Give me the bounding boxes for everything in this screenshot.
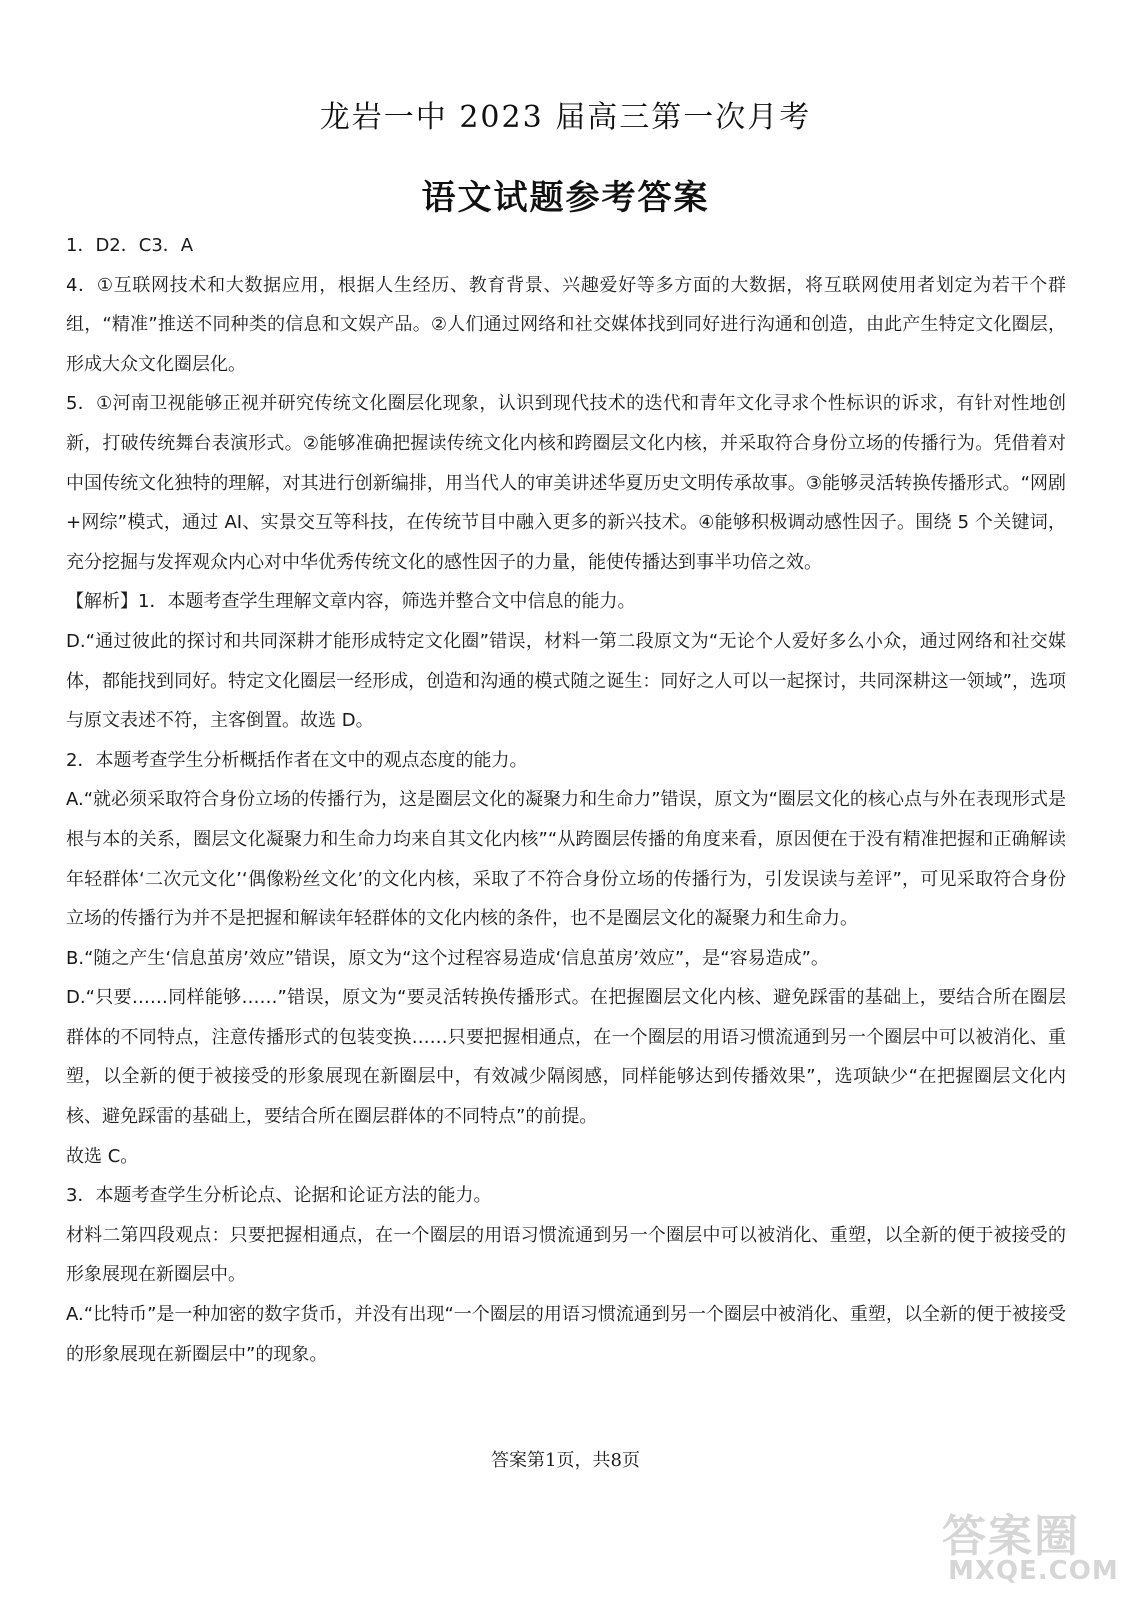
analysis-2-d: D.“只要……同样能够……”错误，原文为“要灵活转换传播形式。在把握圈层文化内核、避免踩雷的基础上，要结合所在圈层群体的不同特点，注意传播形式的包装变换……只要把握相通点，在一个圈层的用语习惯流通到另一个圈层中可以被消化、重塑，以全新的便于被接受的形象展现在新圈层中，有效减少隔阂感，同样能够达到传播效果”，选项缺少“在把握圈层文化内核、避免踩雷的基础上，要结合所在圈层群体的不同特点”的前提。 [66, 987, 1066, 1128]
answer-4: 4．①互联网技术和大数据应用，根据人生经历、教育背景、兴趣爱好等多方面的大数据，将互联网使用者划定为若干个群组，“精准”推送不同种类的信息和文娱产品。②人们通过网络和社交媒体找到同好进行沟通和创造，由此产生特定文化圈层，形成大众文化圈层化。 [66, 274, 1066, 375]
analysis-1-d: D.“通过彼此的探讨和共同深耕才能形成特定文化圈”错误，材料一第二段原文为“无论个人爱好多么小众，通过网络和社交媒体，都能找到同好。特定文化圈层一经形成，创造和沟通的模式随之诞生：同好之人可以一起探讨，共同深耕这一领域”，选项与原文表述不符，主客倒置。故选 D。 [66, 630, 1066, 732]
analysis-1-intro: 【解析】1．本题考查学生理解文章内容，筛选并整合文中信息的能力。 [66, 591, 636, 613]
answer-body [66, 226, 1066, 1374]
analysis-3-viewpoint: 材料二第四段观点：只要把握相通点，在一个圈层的用语习惯流通到另一个圈层中可以被消化、重塑，以全新的便于被接受的形象展现在新圈层中。 [66, 1224, 1066, 1286]
analysis-3-intro: 3．本题考查学生分析论点、论据和论证方法的能力。 [66, 1185, 492, 1207]
page-footer: 答案第1页，共8页 [491, 1450, 640, 1471]
page-title: 龙岩一中 2023 届高三第一次月考 [319, 100, 812, 135]
analysis-2-b: B.“随之产生‘信息茧房’效应”错误，原文为“这个过程容易造成‘信息茧房’效应”，是“容易造成”。 [66, 947, 829, 969]
page-subtitle: 语文试题参考答案 [421, 178, 710, 218]
answer-5: 5．①河南卫视能够正视并研究传统文化圈层化现象，认识到现代技术的迭代和青年文化寻求个性标识的诉求，有针对性地创新，打破传统舞台表演形式。②能够准确把握读传统文化内核和跨圈层文化内核，并采取符合身份立场的传播行为。凭借着对中国传统文化独特的理解，对其进行创新编排，用当代人的审美讲述华夏历史文明传承故事。③能够灵活转换传播形式。“网剧+网综”模式，通过 AI、实景交互等科技，在传统节目中融入更多的新兴技术。④能够积极调动感性因子。围绕 5 个关键词，充分挖掘与发挥观众内心对中华优秀传统文化的感性因子的力量，能使传播达到事半功倍之效。 [66, 393, 1066, 573]
watermark-top: 答案圈 [942, 1511, 1080, 1562]
analysis-2-intro: 2．本题考查学生分析概括作者在文中的观点态度的能力。 [66, 749, 528, 771]
answer-1-3: 1．D2．C3．A [66, 235, 194, 256]
watermark-logo [942, 1500, 1119, 1592]
analysis-2-answer: 故选 C。 [66, 1145, 139, 1167]
analysis-3-a: A.“比特币”是一种加密的数字货币，并没有出现“一个圈层的用语习惯流通到另一个圈层中被消化、重塑，以全新的便于被接受的形象展现在新圈层中”的现象。 [66, 1304, 1066, 1365]
analysis-2-a: A.“就必须采取符合身份立场的传播行为，这是圈层文化的凝聚力和生命力”错误，原文为“圈层文化的核心点与外在表现形式是根与本的关系，圈层文化凝聚力和生命力均来自其文化内核”“从跨圈层传播的角度来看，原因便在于没有精准把握和正确解读年轻群体‘二次元文化’‘偶像粉丝文化’的文化内核，采取了不符合身份立场的传播行为，引发误读与差评”，可见采取符合身份立场的传播行为并不是把握和解读年轻群体的文化内核的条件，也不是圈层文化的凝聚力和生命力。 [66, 789, 1066, 930]
watermark-bottom: MXQE.COM [948, 1556, 1119, 1586]
